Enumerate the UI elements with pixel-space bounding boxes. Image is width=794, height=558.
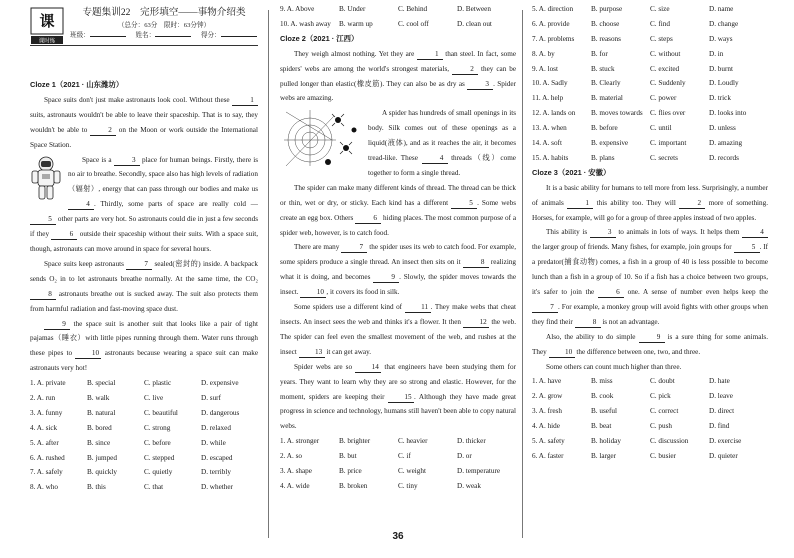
- option-b[interactable]: B. this: [87, 483, 106, 492]
- option-a[interactable]: 6. A. rushed: [30, 453, 65, 462]
- option-b[interactable]: B. but: [339, 452, 357, 461]
- option-c[interactable]: C. excited: [650, 64, 680, 73]
- svg-text:课时练: 课时练: [38, 38, 56, 45]
- blank-1[interactable]: 1: [417, 50, 443, 60]
- option-c[interactable]: C. power: [650, 94, 677, 103]
- blank-11[interactable]: 11: [405, 303, 431, 313]
- option-c[interactable]: C. pick: [650, 392, 671, 401]
- option-row: [532, 151, 768, 166]
- option-a[interactable]: 5. A. safety: [532, 437, 565, 446]
- option-a[interactable]: 9. A. lost: [532, 64, 558, 73]
- option-a[interactable]: 2. A. run: [30, 394, 56, 403]
- blank-4[interactable]: 4: [742, 228, 768, 238]
- option-d[interactable]: D. quieter: [709, 451, 738, 460]
- option-c[interactable]: C. discussion: [650, 437, 689, 446]
- blank-7[interactable]: 7: [341, 243, 367, 253]
- blank-4[interactable]: 4: [422, 154, 448, 164]
- option-row: [532, 136, 768, 151]
- blank-1[interactable]: 1: [567, 199, 593, 209]
- option-row: [532, 47, 768, 62]
- option-d[interactable]: D. weak: [457, 481, 481, 490]
- option-b[interactable]: B. before: [591, 124, 618, 133]
- option-b[interactable]: B. since: [87, 438, 111, 447]
- option-row: [30, 391, 258, 406]
- blank-10[interactable]: 10: [300, 288, 326, 298]
- option-d[interactable]: D. direct: [709, 407, 735, 416]
- option-row: [30, 480, 258, 495]
- blank-2[interactable]: 2: [90, 126, 116, 136]
- option-b[interactable]: B. useful: [591, 407, 617, 416]
- blank-8[interactable]: 8: [463, 258, 489, 268]
- cloze1-paragraph: Space is a 3 place for human beings. Firstly, there is no air to breathe. Secondly, space also has high levels of radiation（辐射）, energy that can pass through our bodies and make us 4 . Thirdly, some parts of space are really cold — 5 other parts are very hot. So astronauts could die in just a few seconds if they 6 outside their spaceship without their suits. With a space suit, though, astronauts can move around in space for several hours.: [30, 155, 259, 253]
- name-label: 姓名：: [135, 32, 156, 39]
- option-d[interactable]: D. whether: [201, 483, 233, 492]
- blank-5[interactable]: 5: [451, 199, 477, 209]
- option-d[interactable]: D. terribly: [201, 468, 231, 477]
- option-d[interactable]: D. expensive: [201, 379, 239, 388]
- option-row: [30, 376, 258, 391]
- option-row: [280, 17, 516, 32]
- option-b[interactable]: B. bored: [87, 423, 112, 432]
- option-d[interactable]: D. ways: [709, 34, 733, 43]
- option-row: [280, 464, 516, 479]
- option-a[interactable]: 6. A. provide: [532, 19, 570, 28]
- option-a[interactable]: 5. A. direction: [532, 5, 574, 13]
- option-d[interactable]: D. change: [709, 19, 739, 28]
- option-b[interactable]: B. natural: [87, 408, 116, 417]
- option-c[interactable]: C. doubt: [650, 377, 675, 386]
- cloze1-options: [30, 376, 258, 495]
- option-c[interactable]: C. Suddenly: [650, 79, 686, 88]
- option-c[interactable]: C. plastic: [144, 379, 172, 388]
- cloze1-paragraph: 9 the space suit is another suit that looks like a pair of tight pajamas（睡衣）with little pipes running through them. Water runs through these pipes to 10 astronauts because wearing a space suit can make astronauts very hot!: [30, 319, 259, 373]
- option-d[interactable]: D. surf: [201, 394, 221, 403]
- option-d[interactable]: D. clean out: [457, 19, 492, 28]
- option-d[interactable]: D. thicker: [457, 437, 486, 446]
- option-d[interactable]: D. Loudly: [709, 79, 739, 88]
- option-a[interactable]: 8. A. who: [30, 483, 58, 492]
- blank-8[interactable]: 8: [575, 318, 601, 328]
- option-row: [532, 434, 768, 449]
- option-c[interactable]: C. heavier: [398, 437, 428, 446]
- option-b[interactable]: B. miss: [591, 377, 613, 386]
- blank-8[interactable]: 8: [30, 290, 56, 300]
- option-a[interactable]: 10. A. wash away: [280, 19, 331, 28]
- cloze2-title: Cloze 2（2021 · 江西）: [280, 33, 359, 43]
- option-row: [532, 17, 768, 32]
- option-row: [532, 62, 768, 77]
- option-row: [30, 421, 258, 436]
- column-divider: [522, 10, 523, 538]
- cloze2-options-continued: [532, 2, 768, 166]
- cloze2-paragraph: They weigh almost nothing. Yet they are 1 than steel. In fact, some spiders' webs are among the world's strongest materials, 2 they can be pulled longer than elastic(橡皮筋). They can also be as dry as 3 . Spider webs are amazing.: [280, 49, 517, 103]
- option-b[interactable]: B. expensive: [591, 139, 629, 148]
- option-b[interactable]: B. reasons: [591, 34, 621, 43]
- option-b[interactable]: B. price: [339, 467, 362, 476]
- option-a[interactable]: 15. A. habits: [532, 153, 569, 162]
- blank-7[interactable]: 7: [126, 260, 152, 270]
- option-c[interactable]: C. push: [650, 422, 672, 431]
- score-field[interactable]: [221, 36, 257, 37]
- option-row: [280, 2, 516, 17]
- blank-7[interactable]: 7: [532, 303, 558, 313]
- option-b[interactable]: B. moves towards: [591, 109, 643, 118]
- option-c[interactable]: C. size: [650, 5, 670, 13]
- option-row: [280, 434, 516, 449]
- option-d[interactable]: D. in: [709, 49, 724, 58]
- cloze2-paragraph: Spider webs are so 14 that engineers have been studying them for years. They want to learn why they are so strong and elastic. However, for the moment, spiders are keeping their 15 . Although they have made great progress in science and technology, humans still haven't been able to copy natural webs.: [280, 362, 517, 431]
- option-d[interactable]: D. unless: [709, 124, 736, 133]
- blank-15[interactable]: 15: [388, 393, 414, 403]
- option-d[interactable]: D. trick: [709, 94, 731, 103]
- blank-6[interactable]: 6: [598, 288, 624, 298]
- score-label: 得分：: [200, 32, 221, 39]
- option-row: [532, 106, 768, 121]
- option-row: [532, 121, 768, 136]
- option-a[interactable]: 7. A. problems: [532, 34, 575, 43]
- cloze3-paragraph: Also, the ability to do simple 9 is a sure thing for some animals. They 10 the difference between one, two, and three.: [532, 332, 769, 356]
- blank-9[interactable]: 9: [373, 273, 399, 283]
- column-3: [532, 2, 768, 464]
- option-b[interactable]: B. plans: [591, 153, 615, 162]
- option-b[interactable]: B. purpose: [591, 5, 623, 13]
- option-c[interactable]: C. flies over: [650, 109, 686, 118]
- option-b[interactable]: B. Under: [339, 5, 366, 13]
- class-field[interactable]: [90, 36, 126, 37]
- option-c[interactable]: C. weight: [398, 467, 426, 476]
- option-row: [30, 465, 258, 480]
- blank-2[interactable]: 2: [679, 199, 705, 209]
- cloze1-paragraph: Space suits keep astronauts 7 sealed(密封的) inside. A backpack sends O₂ in to let astronauts breathe normally. At the same time, the CO₂ 8 astronauts breathe out is sucked away. The suit also protects them from harmful radiation and fast-moving space dust.: [30, 259, 259, 313]
- cloze2-paragraph: A spider has hundreds of small openings in its body. Silk comes out of these openings as a liquid(液体), and as it reaches the air, it becomes tread-like. These 4 threads（线）come together to form a single thread.: [368, 109, 516, 177]
- option-c[interactable]: C. strong: [144, 423, 171, 432]
- cloze2-options: [280, 434, 516, 494]
- option-d[interactable]: D. amazing: [709, 139, 743, 148]
- option-a[interactable]: 3. A. shape: [280, 467, 312, 476]
- blank-5[interactable]: 5: [30, 215, 56, 225]
- option-b[interactable]: B. beat: [591, 422, 612, 431]
- option-c[interactable]: C. without: [650, 49, 681, 58]
- blank-2[interactable]: 2: [452, 65, 478, 75]
- option-b[interactable]: B. choose: [591, 19, 620, 28]
- option-c[interactable]: C. stepped: [144, 453, 175, 462]
- option-a[interactable]: 2. A. so: [280, 452, 302, 461]
- option-b[interactable]: B. quickly: [87, 468, 117, 477]
- option-a[interactable]: 14. A. soft: [532, 139, 562, 148]
- option-b[interactable]: B. stuck: [591, 64, 615, 73]
- option-row: [532, 2, 768, 17]
- cloze1-paragraph: Space suits don't just make astronauts look cool. Without these 1 suits, astronauts wouldn't be able to leave their spaceship. That is to say, they wouldn't be able to 2 on the Moon or work outside the International Space Station.: [30, 95, 258, 149]
- blank-6[interactable]: 6: [355, 214, 381, 224]
- blank-3[interactable]: 3: [467, 80, 493, 90]
- option-row: [532, 374, 768, 389]
- option-b[interactable]: B. broken: [339, 481, 368, 490]
- column-divider: [268, 10, 269, 538]
- option-c[interactable]: C. secrets: [650, 153, 678, 162]
- option-c[interactable]: C. beautiful: [144, 408, 178, 417]
- option-a[interactable]: 12. A. lands on: [532, 109, 576, 118]
- cloze3-paragraph: This ability is 3 to animals in lots of ways. It helps them 4 the larger group of friends. Many fishes, for example, join groups for 5 . If a predator(捕食动物) comes, a fish in a group of 40 is less possible to become lunch than a fish in a group of 10. So if a fish has a choice between two groups, it's safer to join the 6 one. A sense of number even helps keep the 7 . For example, a monkey group will avoid fights with other groups when they find their 8 is not an advantage.: [532, 228, 769, 326]
- option-a[interactable]: 4. A. wide: [280, 481, 310, 490]
- option-b[interactable]: B. warm up: [339, 19, 373, 28]
- option-a[interactable]: 3. A. fresh: [532, 407, 562, 416]
- page-number: 36: [392, 531, 404, 542]
- option-b[interactable]: B. holiday: [591, 437, 621, 446]
- blank-12[interactable]: 12: [463, 318, 489, 328]
- option-a[interactable]: 6. A. faster: [532, 451, 564, 460]
- option-d[interactable]: D. exercise: [709, 437, 742, 446]
- option-d[interactable]: D. temperature: [457, 467, 501, 476]
- blank-4[interactable]: 4: [68, 200, 94, 210]
- option-a[interactable]: 7. A. safely: [30, 468, 63, 477]
- option-b[interactable]: B. Clearly: [591, 79, 621, 88]
- option-a[interactable]: 9. A. Above: [280, 5, 315, 13]
- option-b[interactable]: B. material: [591, 94, 623, 103]
- option-a[interactable]: 4. A. sick: [30, 423, 58, 432]
- option-c[interactable]: C. live: [144, 394, 164, 403]
- option-c[interactable]: C. find: [650, 19, 670, 28]
- option-row: [532, 91, 768, 106]
- option-c[interactable]: C. cool off: [398, 19, 429, 28]
- option-a[interactable]: 11. A. help: [532, 94, 564, 103]
- column-2: [280, 2, 516, 494]
- blank-9[interactable]: 9: [44, 320, 70, 330]
- option-b[interactable]: B. cook: [591, 392, 614, 401]
- cloze1-options-continued: [280, 2, 516, 32]
- cloze3-title: Cloze 3（2021 · 安徽）: [532, 167, 611, 177]
- option-d[interactable]: D. while: [201, 438, 226, 447]
- name-field[interactable]: [155, 36, 191, 37]
- blank-14[interactable]: 14: [355, 363, 381, 373]
- option-c[interactable]: C. correct: [650, 407, 679, 416]
- student-info-row: [70, 31, 258, 41]
- option-d[interactable]: D. find: [709, 422, 730, 431]
- option-row: [532, 76, 768, 91]
- option-b[interactable]: B. jumped: [87, 453, 117, 462]
- option-row: [30, 406, 258, 421]
- option-b[interactable]: B. special: [87, 379, 116, 388]
- option-a[interactable]: 10. A. Sadly: [532, 79, 568, 88]
- option-b[interactable]: B. larger: [591, 451, 617, 460]
- option-d[interactable]: D. relaxed: [201, 423, 231, 432]
- option-row: [532, 449, 768, 464]
- option-row: [30, 451, 258, 466]
- option-a[interactable]: 1. A. stronger: [280, 437, 320, 446]
- svg-text:课: 课: [39, 12, 55, 30]
- blank-1[interactable]: 1: [232, 96, 258, 106]
- cloze3-options: [532, 374, 768, 463]
- option-row: [532, 419, 768, 434]
- option-d[interactable]: D. or: [457, 452, 472, 461]
- option-c[interactable]: C. steps: [650, 34, 673, 43]
- option-c[interactable]: C. that: [144, 483, 164, 492]
- option-row: [532, 389, 768, 404]
- astronaut-illustration: [30, 155, 62, 201]
- page-title: 专题集训22 完形填空——事物介绍类: [82, 7, 246, 18]
- option-b[interactable]: B. brighter: [339, 437, 371, 446]
- option-c[interactable]: C. until: [650, 124, 672, 133]
- blank-10[interactable]: 10: [75, 349, 101, 359]
- option-c[interactable]: C. if: [398, 452, 411, 461]
- blank-3[interactable]: 3: [114, 156, 140, 166]
- option-d[interactable]: D. leave: [709, 392, 733, 401]
- option-a[interactable]: 2. A. grow: [532, 392, 563, 401]
- option-c[interactable]: C. before: [144, 438, 171, 447]
- cloze2-paragraph: The spider can make many different kinds of thread. The thread can be thick or thin, wet or dry, or sticky. Each kind has a different 5 . Some webs create an egg box. Others 6 hiding places. The most common purpose of a spider web, however, is to catch food.: [280, 183, 517, 237]
- blank-3[interactable]: 3: [590, 228, 616, 238]
- option-a[interactable]: 3. A. funny: [30, 408, 63, 417]
- option-b[interactable]: B. for: [591, 49, 608, 58]
- cloze2-paragraph: Some spiders use a different kind of 11 . They make webs that cheat insects. An insect sees the web and thinks it's a flower. It then 12 the web. The spider can feel even the smallest movement of the web, and rushes at the insect 13 it can get away.: [280, 303, 517, 356]
- class-label: 班级：: [70, 32, 90, 39]
- option-a[interactable]: 13. A. when: [532, 124, 567, 133]
- option-c[interactable]: C. important: [650, 139, 687, 148]
- spider-web-illustration: [280, 108, 362, 170]
- option-d[interactable]: D. escaped: [201, 453, 233, 462]
- option-a[interactable]: 4. A. hide: [532, 422, 560, 431]
- cloze3-paragraph: Some others can count much higher than three.: [546, 362, 682, 371]
- option-d[interactable]: D. name: [709, 5, 734, 13]
- blank-9[interactable]: 9: [639, 333, 665, 343]
- option-d[interactable]: D. records: [709, 153, 739, 162]
- worksheet-header: [30, 4, 258, 78]
- option-row: [532, 404, 768, 419]
- cloze1-section: [30, 78, 258, 495]
- option-c[interactable]: C. quietly: [144, 468, 173, 477]
- option-d[interactable]: D. burnt: [709, 64, 733, 73]
- logo-stamp-icon: [30, 6, 64, 46]
- blank-10[interactable]: 10: [549, 348, 575, 358]
- option-row: [280, 479, 516, 494]
- cloze3-paragraph: It is a basic ability for humans to tell more from less. Surprisingly, a number of animals 1 this ability too. They will 2 more of something. Horses, for example, will go for a group of three apples instead of two apples.: [532, 183, 769, 222]
- option-a[interactable]: 1. A. private: [30, 379, 66, 388]
- option-d[interactable]: D. hate: [709, 377, 730, 386]
- option-c[interactable]: C. busier: [650, 451, 676, 460]
- option-d[interactable]: D. dangerous: [201, 408, 240, 417]
- option-row: [280, 449, 516, 464]
- option-c[interactable]: C. Behind: [398, 5, 428, 13]
- blank-13[interactable]: 13: [299, 348, 325, 358]
- cloze1-title: Cloze 1（2021 · 山东潍坊）: [30, 80, 124, 89]
- option-row: [532, 32, 768, 47]
- cloze2-paragraph: There are many 7 the spider uses its web to catch food. For example, some spiders produce a single thread. An insect then sits on it 8 realizing what it is doing, and becomes 9 . Slowly, the spider moves towards the insect. 10 , it covers its food in silk.: [280, 243, 517, 297]
- option-row: [30, 436, 258, 451]
- option-d[interactable]: D. Between: [457, 5, 491, 13]
- time-score-note: （总分：63分 限时：63分钟）: [117, 22, 211, 29]
- option-a[interactable]: 8. A. by: [532, 49, 555, 58]
- option-d[interactable]: D. looks into: [709, 109, 747, 118]
- option-a[interactable]: 5. A. after: [30, 438, 59, 447]
- blank-5[interactable]: 5: [734, 243, 760, 253]
- option-a[interactable]: 1. A. have: [532, 377, 562, 386]
- blank-6[interactable]: 6: [51, 230, 77, 240]
- option-b[interactable]: B. walk: [87, 394, 110, 403]
- header-divider: [30, 45, 258, 46]
- option-c[interactable]: C. tiny: [398, 481, 418, 490]
